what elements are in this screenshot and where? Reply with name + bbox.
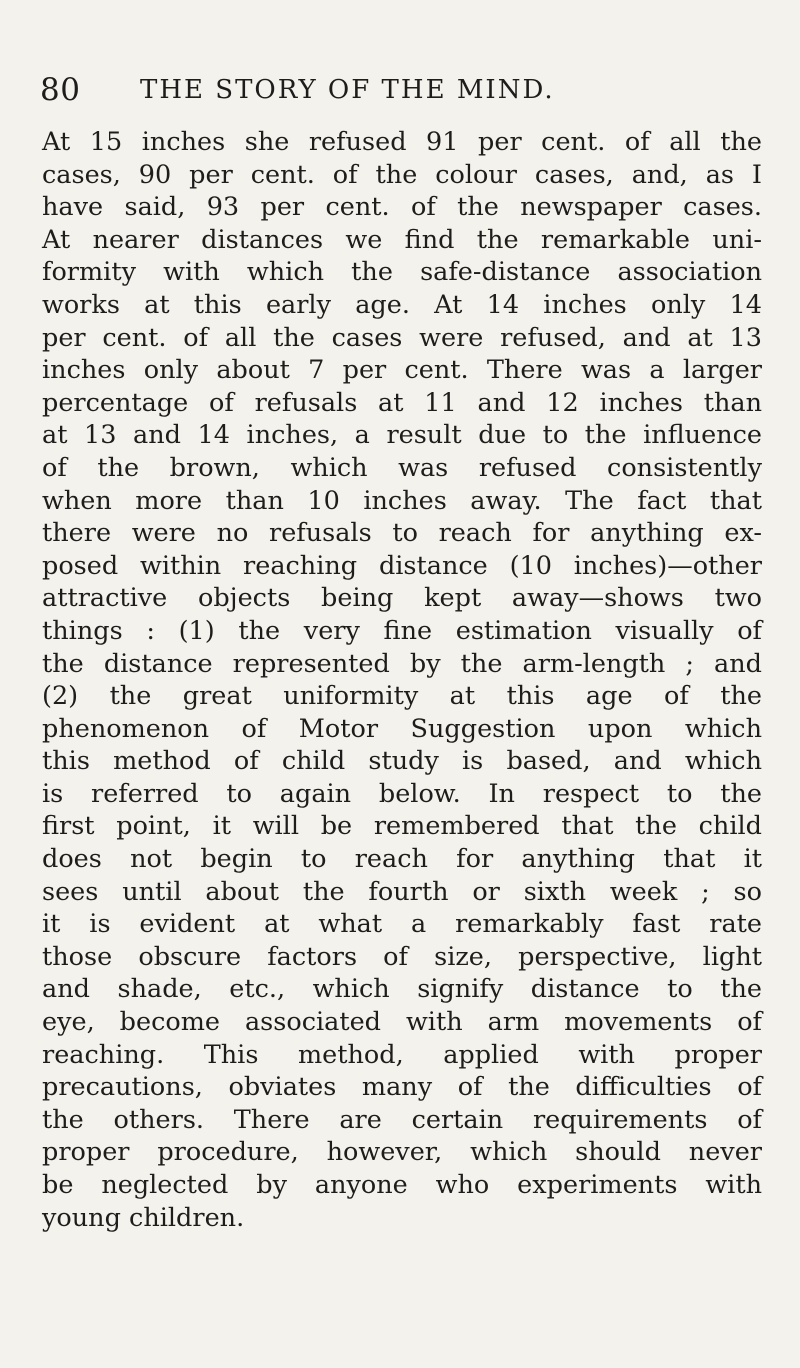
text-line: be neglected by anyone who experiments with xyxy=(42,1170,762,1200)
text-line: the others. There are certain requirements of xyxy=(42,1104,762,1135)
text-line: cases, 90 per cent. of the colour cases, and, as I xyxy=(42,159,762,190)
text-line: at 13 and 14 inches, a result due to the influence xyxy=(42,420,762,451)
running-head: THE STORY OF THE MIND. xyxy=(140,75,555,105)
text-line: and shade, etc., which signify distance to the xyxy=(42,974,762,1005)
text-line: attractive objects being kept away—shows two xyxy=(42,583,762,614)
text-line: proper procedure, however, which should never xyxy=(42,1137,762,1168)
text-line: posed within reaching distance (10 inches)—other xyxy=(42,550,762,581)
page-number: 80 xyxy=(40,72,81,108)
text-line: At nearer distances we find the remarkable uni- xyxy=(42,224,762,255)
text-line: per cent. of all the cases were refused, and at 13 xyxy=(42,322,762,353)
text-line: phenomenon of Motor Suggestion upon which xyxy=(42,713,762,744)
text-line: those obscure factors of size, perspective, light xyxy=(42,941,762,972)
text-line: there were no refusals to reach for anything ex- xyxy=(42,518,762,549)
text-line: it is evident at what a remarkably fast rate xyxy=(42,909,762,940)
text-line: young children. xyxy=(42,1202,245,1233)
text-line: percentage of refusals at 11 and 12 inches than xyxy=(42,387,762,418)
text-line: reaching. This method, applied with proper xyxy=(42,1039,762,1070)
text-line: works at this early age. At 14 inches only 14 xyxy=(42,289,762,320)
text-line: first point, it will be remembered that the child xyxy=(42,811,762,842)
text-line: when more than 10 inches away. The fact that xyxy=(42,485,762,516)
text-line: the distance represented by the arm-length ; and xyxy=(42,648,762,679)
text-line: have said, 93 per cent. of the newspaper cases. xyxy=(42,192,762,223)
text-line: sees until about the fourth or sixth week ; so xyxy=(42,876,762,907)
text-line: inches only about 7 per cent. There was a larger xyxy=(42,355,762,386)
text-line: is referred to again below. In respect to the xyxy=(42,778,762,809)
text-line: things : (1) the very fine estimation visually of xyxy=(42,615,762,646)
page-header xyxy=(40,68,770,112)
text-line: this method of child study is based, and which xyxy=(42,746,762,777)
text-line: of the brown, which was refused consistently xyxy=(42,452,762,483)
text-line: At 15 inches she refused 91 per cent. of all the xyxy=(42,127,762,157)
text-line: precautions, obviates many of the difficulties of xyxy=(42,1072,762,1103)
text-line: formity with which the safe-distance association xyxy=(42,257,762,288)
text-line: eye, become associated with arm movements of xyxy=(42,1007,762,1038)
text-line: (2) the great uniformity at this age of the xyxy=(42,681,762,712)
body-paragraph xyxy=(42,126,762,1234)
text-line: does not begin to reach for anything that it xyxy=(42,844,762,875)
